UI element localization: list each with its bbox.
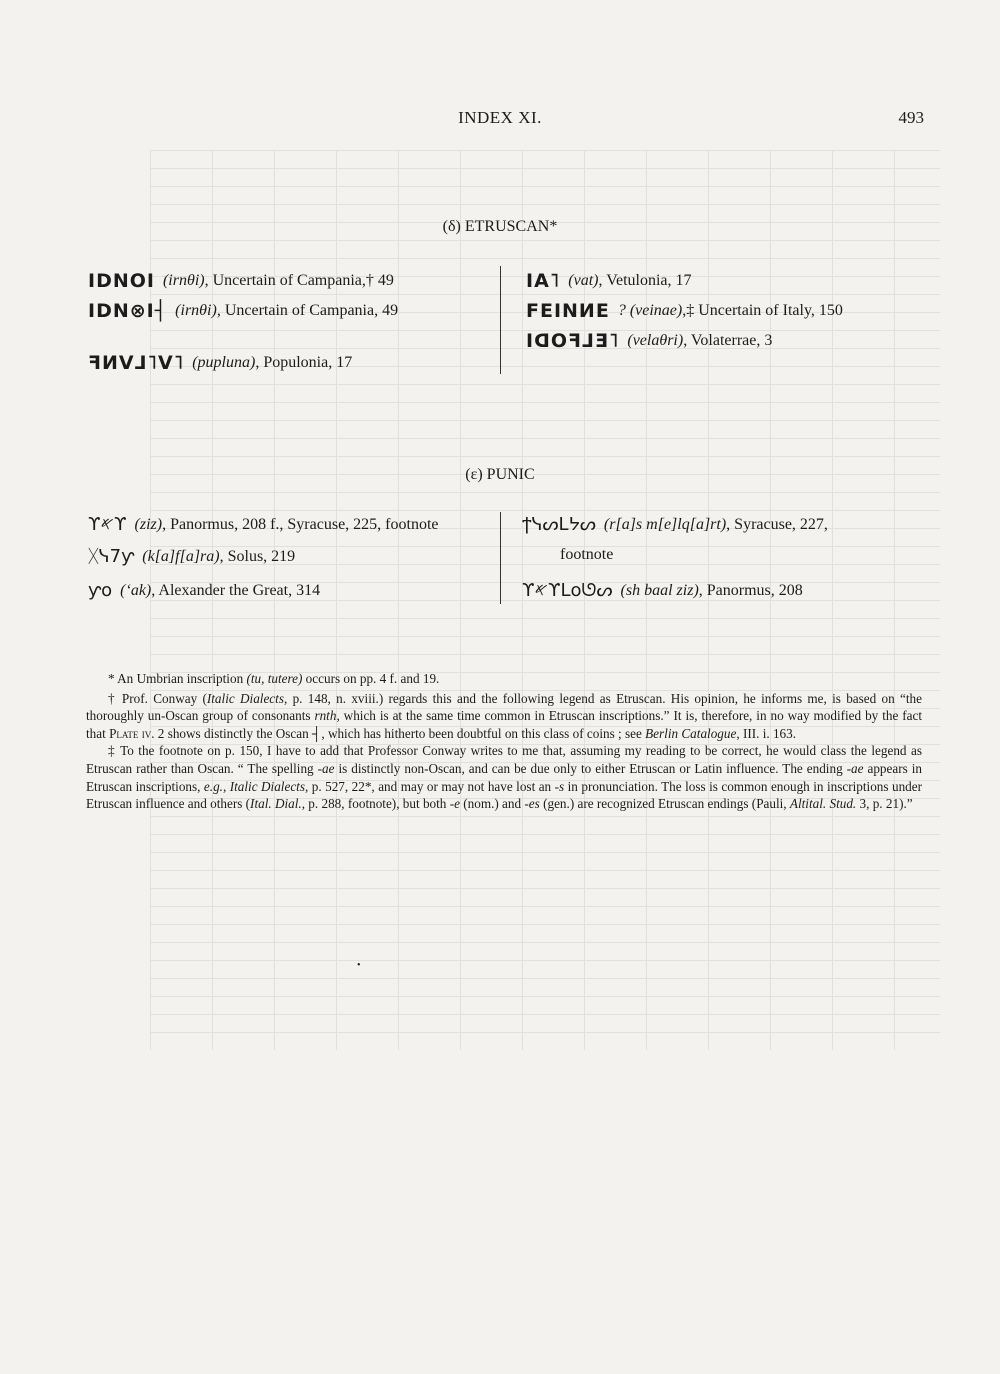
entry-description: , Panormus, 208 f., Syracuse, 225, footnote bbox=[162, 515, 439, 533]
entry-description: ,‡ Uncertain of Italy, 150 bbox=[682, 302, 843, 319]
entry-description: , Solus, 219 bbox=[219, 547, 296, 565]
entry-description: , Panormus, 208 bbox=[698, 581, 803, 599]
footnotes bbox=[86, 670, 922, 813]
etruscan-legend: FEINИE bbox=[526, 300, 610, 322]
entry-description: , Uncertain of Campania, 49 bbox=[216, 302, 399, 319]
punic-entry bbox=[88, 546, 295, 567]
etruscan-legend: IA˥ bbox=[526, 270, 561, 292]
etruscan-legend: IᗡOꟻᒧƎ˥ bbox=[526, 330, 620, 352]
etruscan-entry bbox=[526, 300, 843, 322]
transliteration: (r[a]s m[e]lq[a]rt) bbox=[603, 515, 727, 533]
entry-description: , Syracuse, 227, bbox=[726, 515, 828, 533]
punic-entry bbox=[88, 514, 438, 535]
entry-description: , Alexander the Great, 314 bbox=[151, 581, 321, 599]
transliteration: (sh baal ziz) bbox=[620, 581, 699, 599]
footnote-dagger: † Prof. Conway (Italic Dialects, p. 148, n. xviii.) regards this and the following legend as Etruscan. His opinion, he informs me, is based on “the thoroughly un-Oscan group of consonants rnth, which is at the same time common in Etruscan inscriptions.” It is, therefore, in no way modified by the fact that Plate iv. 2 shows distinctly the Oscan ┤, which has hitherto been doubtful on this class of coins ; see Berlin Catalogue, III. i. 163. bbox=[86, 690, 922, 741]
transliteration: (pupluna) bbox=[192, 354, 256, 371]
entry-description: footnote bbox=[560, 546, 614, 563]
stray-mark: • bbox=[357, 960, 361, 971]
etruscan-entry bbox=[88, 270, 394, 292]
transliteration: (irnθi) bbox=[162, 272, 205, 289]
punic-legend: ϒ𐤀ϒ bbox=[88, 514, 127, 535]
etruscan-legend: IDNOI bbox=[88, 270, 155, 292]
transliteration: (ziz) bbox=[134, 515, 163, 533]
etruscan-entry bbox=[88, 352, 352, 374]
entry-description: , Vetulonia, 17 bbox=[598, 272, 692, 289]
punic-legend: ϒ𐤀ϒᒪоᘎᔕ bbox=[522, 580, 613, 601]
etruscan-section-title: (δ) ETRUSCAN* bbox=[442, 218, 558, 235]
punic-legend: ᚷᓭ7ƴ bbox=[88, 546, 135, 567]
page-number: 493 bbox=[898, 108, 924, 127]
punic-entry bbox=[88, 580, 320, 601]
etruscan-entry bbox=[526, 270, 692, 292]
punic-entry bbox=[522, 580, 803, 601]
etruscan-legend: ꟻИVᒧ˥V˥ bbox=[88, 352, 185, 374]
etruscan-entry bbox=[88, 300, 398, 322]
punic-section-title: (ε) PUNIC bbox=[465, 466, 535, 483]
transliteration: (irnθi) bbox=[175, 302, 217, 319]
etruscan-column-divider bbox=[500, 266, 501, 374]
punic-entry-continuation bbox=[560, 546, 613, 564]
transliteration: (k[a]f[a]ra) bbox=[142, 547, 220, 565]
entry-description: , Uncertain of Campania,† 49 bbox=[204, 272, 394, 289]
transliteration: (‘ak) bbox=[120, 581, 152, 599]
punic-legend: ϯᓭᔕᒪᔭᔕ bbox=[522, 514, 596, 535]
footnote-double-dagger: ‡ To the footnote on p. 150, I have to add that Professor Conway writes to me that, assuming my reading to be correct, he would class the legend as Etruscan rather than Oscan. “ The spelling -ae is distinctly non-Oscan, and can be due only to either Etruscan or Latin influence. The ending -ae appears in Etruscan inscriptions, e.g., Italic Dialects, p. 527, 22*, and may or may not have lost an -s in pronunciation. The loss is common enough in inscriptions under Etruscan influence and others (Ital. Dial., p. 288, footnote), but both -e (nom.) and -es (gen.) are recognized Etruscan endings (Pauli, Altital. Stud. 3, p. 21).” bbox=[86, 743, 923, 812]
transliteration: (vat) bbox=[568, 272, 599, 289]
punic-entry bbox=[522, 514, 828, 535]
entry-description: , Volaterrae, 3 bbox=[683, 332, 773, 349]
punic-column-divider bbox=[500, 512, 501, 604]
transliteration: (velaθri) bbox=[627, 332, 684, 349]
running-head: INDEX XI. bbox=[458, 108, 542, 127]
etruscan-legend: IDN⊗I┤ bbox=[88, 300, 168, 322]
punic-legend: ƴo bbox=[88, 580, 113, 601]
footnote-asterisk: * An Umbrian inscription (tu, tutere) occurs on pp. 4 f. and 19. bbox=[108, 671, 440, 686]
entry-description: , Populonia, 17 bbox=[255, 354, 353, 371]
transliteration: ? (veinae) bbox=[617, 302, 683, 319]
etruscan-entry bbox=[526, 330, 772, 352]
